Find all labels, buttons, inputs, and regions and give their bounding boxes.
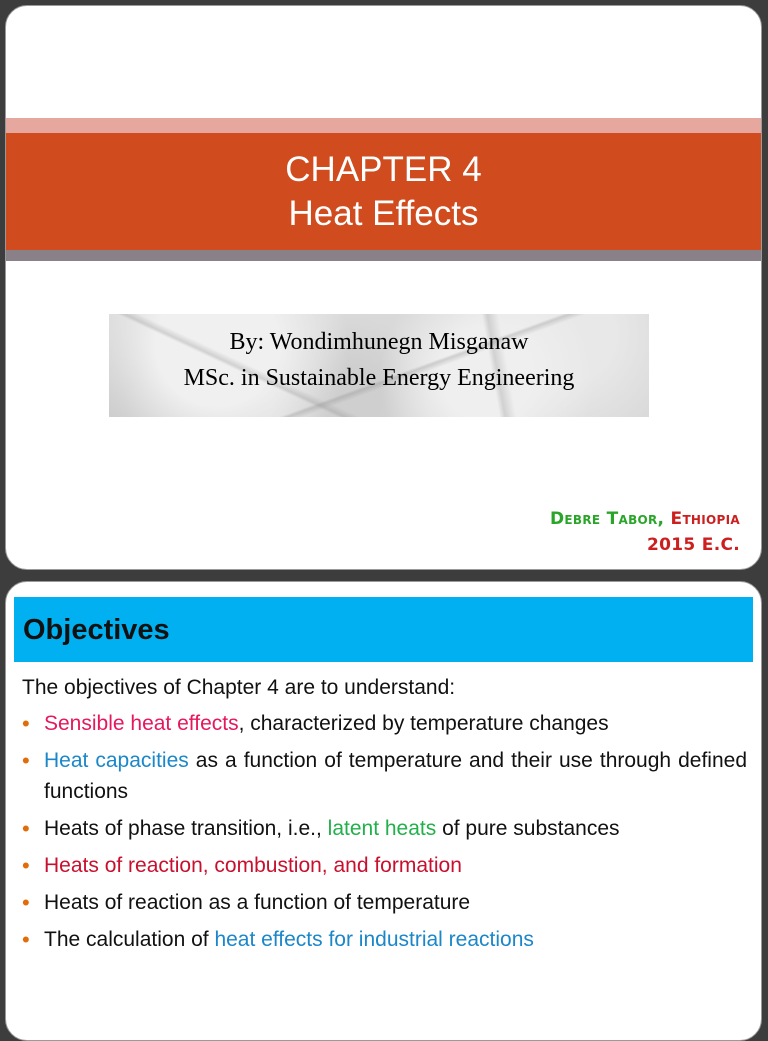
bullet-icon: • <box>22 927 30 952</box>
bullet-icon: • <box>22 816 30 841</box>
list-item <box>22 924 747 955</box>
item-text: as a function of temperature and their use through defined functions <box>44 749 747 803</box>
item-text: The calculation of <box>44 928 215 951</box>
item-text: , characterized by temperature changes <box>238 712 609 735</box>
highlight-text: Sensible heat effects <box>44 712 239 735</box>
objectives-intro: The objectives of Chapter 4 are to understand: <box>22 676 456 699</box>
title-slide <box>5 5 762 570</box>
location-city: Debre Tabor, <box>549 509 671 529</box>
list-item <box>22 745 747 807</box>
highlight-text: Heat capacities <box>44 749 189 772</box>
objectives-heading: Objectives <box>23 614 170 646</box>
location <box>550 506 740 532</box>
item-text: of pure substances <box>436 817 620 840</box>
location-date <box>550 506 740 558</box>
objectives-slide <box>5 581 762 1041</box>
bullet-icon: • <box>22 711 30 736</box>
author-name: By: Wondimhunegn Misganaw <box>229 329 529 355</box>
chapter-label: CHAPTER 4 <box>285 149 482 189</box>
bullet-icon: • <box>22 853 30 878</box>
year: 2015 E.C. <box>647 535 740 555</box>
bullet-icon: • <box>22 890 30 915</box>
item-text: Heats of reaction as a function of temperature <box>44 891 471 914</box>
title-band <box>6 133 761 250</box>
item-text: Heats of phase transition, i.e., <box>44 817 328 840</box>
bullet-icon: • <box>22 748 30 773</box>
list-item <box>22 813 747 844</box>
decorative-strip-bottom <box>6 250 761 261</box>
highlight-text: heat effects for industrial reactions <box>214 928 534 951</box>
location-country: Ethiopia <box>670 509 740 529</box>
author-degree: MSc. in Sustainable Energy Engineering <box>183 365 575 391</box>
objectives-list <box>22 708 747 961</box>
list-item <box>22 887 747 918</box>
author-box <box>109 314 649 417</box>
chapter-title: Heat Effects <box>288 193 479 233</box>
list-item <box>22 708 747 739</box>
list-item <box>22 850 747 881</box>
decorative-strip-top <box>6 118 761 133</box>
highlight-text: latent heats <box>327 817 437 840</box>
objectives-header <box>14 597 753 662</box>
highlight-text: Heats of reaction, combustion, and formation <box>44 854 462 877</box>
